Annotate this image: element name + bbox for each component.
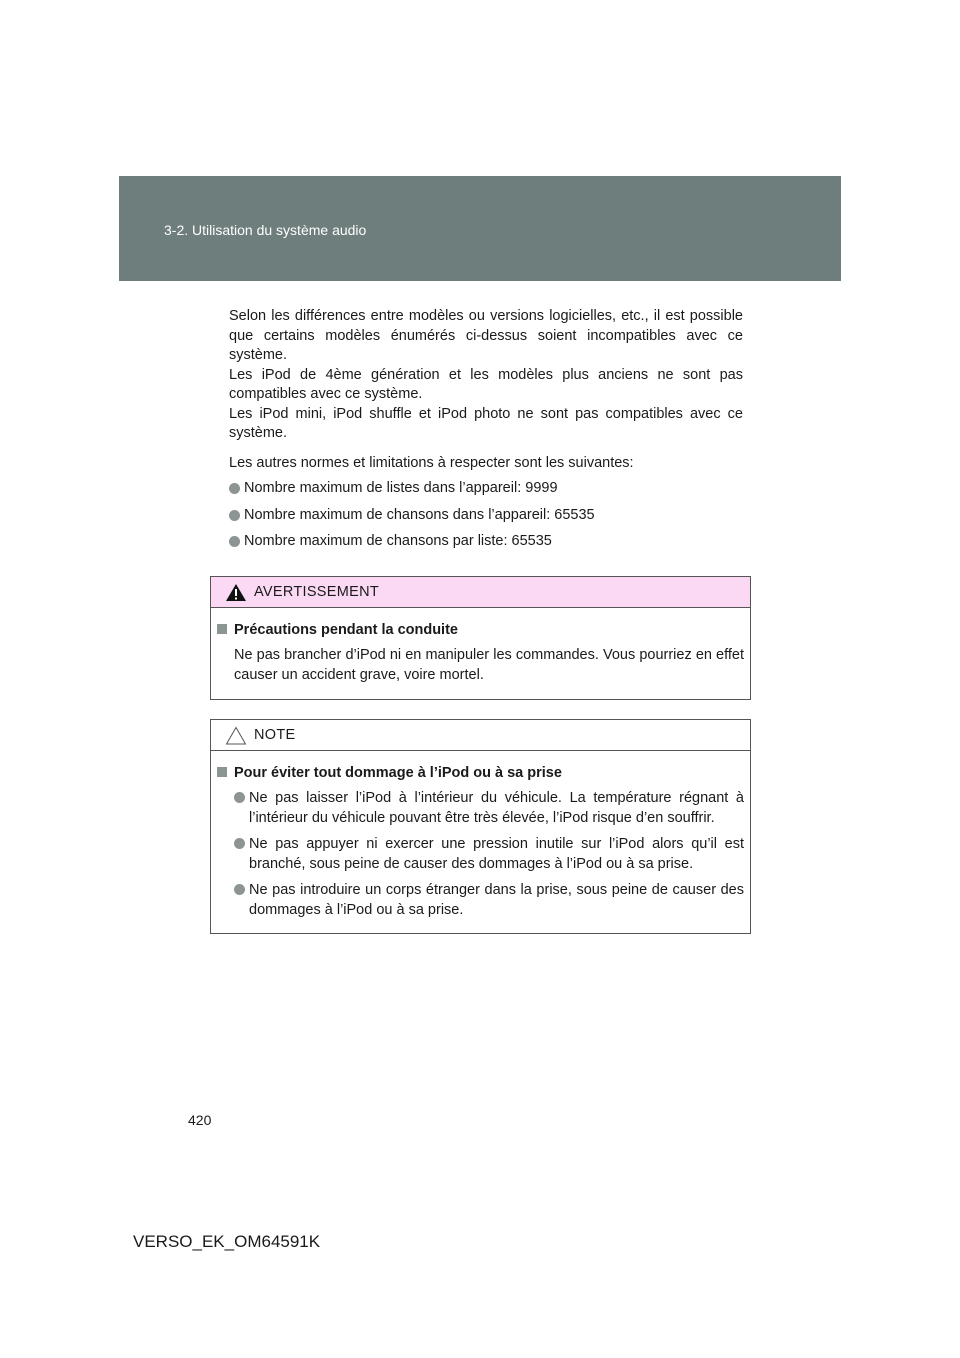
intro-paragraph: Les iPod de 4ème génération et les modèles plus anciens ne sont pas compatibles avec ce système. <box>229 366 743 402</box>
intro-paragraph: Selon les différences entre modèles ou versions logicielles, etc., il est possible que certains modèles énumérés ci-dessus soient incompatibles avec ce système. <box>229 308 743 363</box>
bullet-icon <box>234 838 245 849</box>
warning-title: AVERTISSEMENT <box>254 584 380 600</box>
page-number: 420 <box>188 1112 212 1128</box>
note-box <box>210 719 751 934</box>
caution-triangle-icon <box>225 726 247 745</box>
list-item-text: Nombre maximum de chansons dans l’appareil: 65535 <box>244 506 595 523</box>
square-bullet-icon <box>217 767 227 777</box>
list-item-text: Nombre maximum de chansons par liste: 65535 <box>244 533 552 549</box>
limits-intro: Les autres normes et limitations à respecter sont les suivantes: <box>229 454 634 471</box>
bullet-icon <box>229 483 240 494</box>
warning-subhead <box>217 620 744 640</box>
list-item-text: Nombre maximum de listes dans l’appareil: 9999 <box>244 480 558 496</box>
list-item-text: Ne pas appuyer ni exercer une pression inutile sur l’iPod alors qu’il est branché, sous peine de causer des dommages à l’iPod ou à sa prise. <box>249 836 744 872</box>
limits-list <box>229 479 743 552</box>
list-item <box>234 834 744 874</box>
list-item <box>229 506 743 526</box>
bullet-icon <box>234 792 245 803</box>
list-item <box>234 880 744 920</box>
list-item <box>229 479 743 499</box>
intro-text <box>229 307 743 559</box>
warning-box <box>210 576 751 700</box>
bullet-icon <box>229 510 240 521</box>
intro-paragraph: Les iPod mini, iPod shuffle et iPod photo ne sont pas compatibles avec ce système. <box>229 405 743 441</box>
note-subhead-text: Pour éviter tout dommage à l’iPod ou à sa prise <box>234 765 562 781</box>
list-item <box>229 532 743 552</box>
list-item <box>234 788 744 828</box>
note-header <box>211 720 750 751</box>
warning-header <box>211 577 750 608</box>
note-list <box>234 788 744 920</box>
list-item-text: Ne pas introduire un corps étranger dans la prise, sous peine de causer des dommages à l’iPod ou à sa prise. <box>249 882 744 918</box>
section-title: 3-2. Utilisation du système audio <box>164 222 367 238</box>
warning-body <box>211 608 750 685</box>
header-band <box>119 176 841 281</box>
square-bullet-icon <box>217 624 227 634</box>
warning-triangle-icon <box>225 583 247 602</box>
list-item-text: Ne pas laisser l’iPod à l’intérieur du véhicule. La température régnant à l’intérieur du véhicule pouvant être très élevée, l’iPod risque d’en souffrir. <box>249 790 744 826</box>
note-body <box>211 751 750 920</box>
note-subhead <box>217 763 744 783</box>
bullet-icon <box>229 536 240 547</box>
bullet-icon <box>234 884 245 895</box>
note-title: NOTE <box>254 727 296 743</box>
warning-text: Ne pas brancher d’iPod ni en manipuler les commandes. Vous pourriez en effet causer un accident grave, voire mortel. <box>234 647 744 683</box>
document-code: VERSO_EK_OM64591K <box>133 1232 321 1251</box>
warning-subhead-text: Précautions pendant la conduite <box>234 622 458 638</box>
